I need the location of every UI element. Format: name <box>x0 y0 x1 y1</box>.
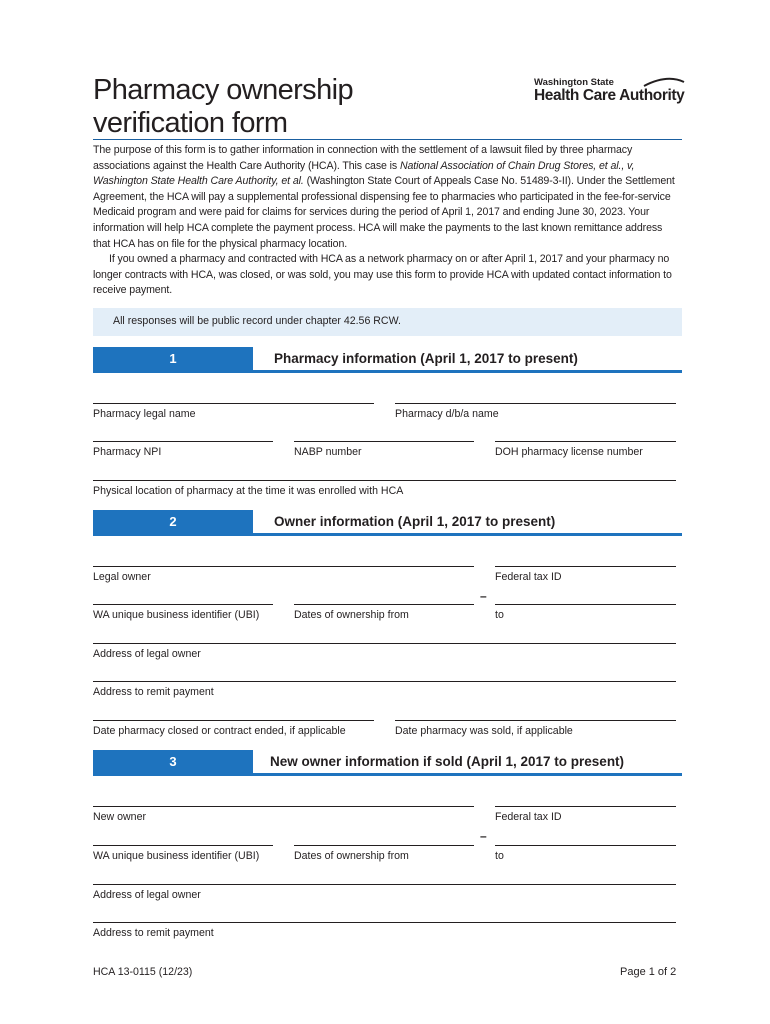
title-line-1: Pharmacy ownership <box>93 74 353 106</box>
doh-line[interactable] <box>495 441 676 442</box>
tax-id-label: Federal tax ID <box>495 571 562 583</box>
header-divider <box>93 139 682 140</box>
section-2-title: Owner information (April 1, 2017 to present) <box>274 514 556 529</box>
legal-name-line[interactable] <box>93 403 374 404</box>
dates-to-line[interactable] <box>495 604 676 605</box>
page-title <box>93 74 413 140</box>
tax-id-line[interactable] <box>495 566 676 567</box>
legal-owner-line[interactable] <box>93 566 474 567</box>
intro-p1-end: (Washington State Court of Appeals Case No. 51489-3-II). Under the Settlement Agreement, the HCA will pay a supplemental professional dispensing fee to pharmacies who participated in the fee-for-service Medicaid program and were paid for claims for services during the period of April 1, 2017 and ending June 30, 2023. Your information will help HCA complete the payment process. HCA will make the payments to the last known remittance address that HCA has on file for the physical pharmacy location. <box>93 175 675 250</box>
location-line[interactable] <box>93 480 676 481</box>
ubi-label: WA unique business identifier (UBI) <box>93 609 260 621</box>
section-1-number: 1 <box>93 347 253 371</box>
intro-p1-start: The purpose of this form is to gather information in connection with the settlement of a lawsuit filed by three pharmacy associations against the Health Care Authority (HCA). This case is <box>93 144 633 172</box>
dba-name-line[interactable] <box>395 403 676 404</box>
logo-state-text: Washington State <box>534 77 614 88</box>
dba-name-label: Pharmacy d/b/a name <box>395 408 499 420</box>
new-tax-id-line[interactable] <box>495 806 676 807</box>
location-label: Physical location of pharmacy at the time it was enrolled with HCA <box>93 485 404 497</box>
form-number: HCA 13-0115 (12/23) <box>93 966 193 978</box>
intro-paragraph-2: If you owned a pharmacy and contracted with HCA as a network pharmacy on or after April 1, 2017 and your pharmacy no longer contracts with HCA, was closed, or was sold, you may use this form to provide HCA with updated contact information to receive payment. <box>93 253 672 297</box>
owner-address-label: Address of legal owner <box>93 648 201 660</box>
notice-text: All responses will be public record under chapter 42.56 RCW. <box>113 315 401 327</box>
case-name: National Association of Chain Drug Stores, et al., v, Washington State Health Care Authority, et al. <box>93 159 635 188</box>
npi-line[interactable] <box>93 441 273 442</box>
legal-owner-label: Legal owner <box>93 571 151 583</box>
new-ubi-label: WA unique business identifier (UBI) <box>93 850 260 862</box>
new-date-range-dash: – <box>480 829 487 843</box>
nabp-label: NABP number <box>294 446 362 458</box>
new-tax-id-label: Federal tax ID <box>495 811 562 823</box>
intro-text <box>93 143 682 299</box>
public-record-notice <box>93 308 682 336</box>
new-remit-address-line[interactable] <box>93 922 676 923</box>
new-remit-address-label: Address to remit payment <box>93 927 214 939</box>
dates-from-line[interactable] <box>294 604 474 605</box>
section-1-title: Pharmacy information (April 1, 2017 to present) <box>274 351 578 366</box>
new-owner-line[interactable] <box>93 806 474 807</box>
title-line-2: verification form <box>93 107 288 139</box>
new-dates-to-label: to <box>495 850 504 862</box>
new-dates-from-line[interactable] <box>294 845 474 846</box>
new-owner-label: New owner <box>93 811 146 823</box>
intro-paragraph-1 <box>93 143 682 252</box>
new-owner-address-label: Address of legal owner <box>93 889 201 901</box>
new-owner-address-line[interactable] <box>93 884 676 885</box>
nabp-line[interactable] <box>294 441 474 442</box>
legal-name-label: Pharmacy legal name <box>93 408 196 420</box>
dates-to-label: to <box>495 609 504 621</box>
new-dates-to-line[interactable] <box>495 845 676 846</box>
doh-label: DOH pharmacy license number <box>495 446 643 458</box>
page-number: Page 1 of 2 <box>620 966 677 978</box>
remit-address-line[interactable] <box>93 681 676 682</box>
owner-address-line[interactable] <box>93 643 676 644</box>
remit-address-label: Address to remit payment <box>93 686 214 698</box>
date-range-dash: – <box>480 589 487 603</box>
date-closed-line[interactable] <box>93 720 374 721</box>
date-sold-label: Date pharmacy was sold, if applicable <box>395 725 573 737</box>
section-3-title: New owner information if sold (April 1, 2017 to present) <box>270 754 625 769</box>
hca-logo <box>532 76 684 108</box>
ubi-line[interactable] <box>93 604 273 605</box>
new-ubi-line[interactable] <box>93 845 273 846</box>
dates-from-label: Dates of ownership from <box>294 609 409 621</box>
logo-agency-text: Health Care Authority <box>534 87 685 104</box>
section-3-number: 3 <box>93 750 253 774</box>
new-dates-from-label: Dates of ownership from <box>294 850 409 862</box>
date-closed-label: Date pharmacy closed or contract ended, if applicable <box>93 725 346 737</box>
section-2-number: 2 <box>93 510 253 534</box>
npi-label: Pharmacy NPI <box>93 446 162 458</box>
date-sold-line[interactable] <box>395 720 676 721</box>
